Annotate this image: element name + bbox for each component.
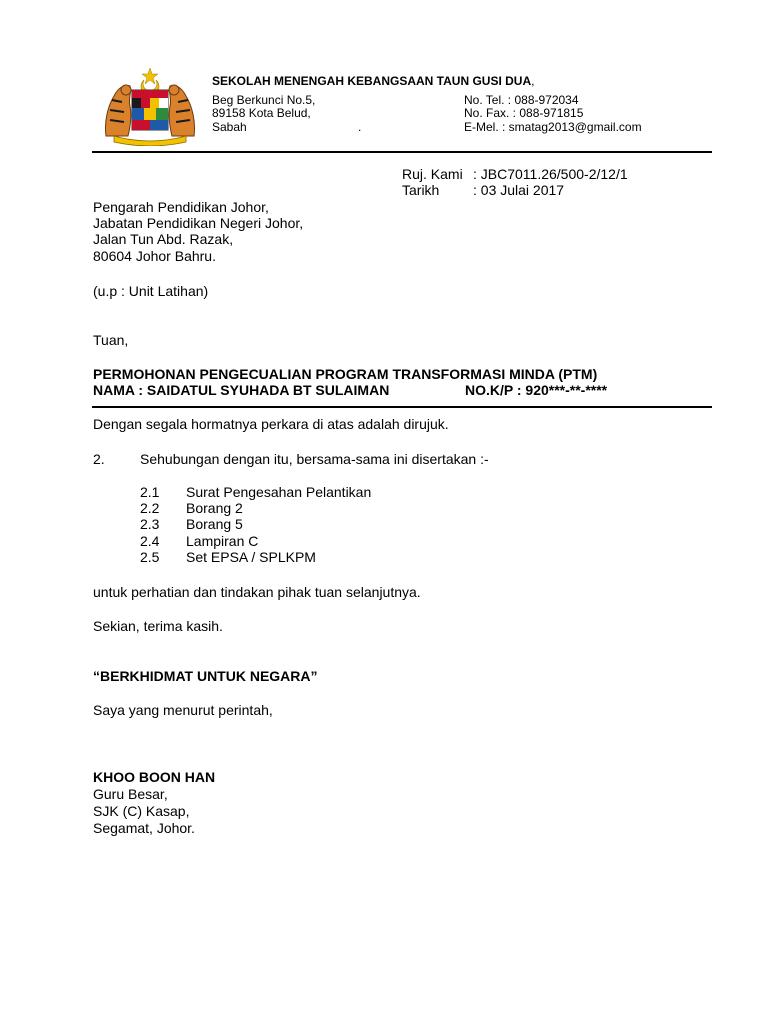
- subject-name: NAMA : SAIDATUL SYUHADA BT SULAIMAN: [93, 382, 390, 398]
- school-email: E-Mel. : smatag2013@gmail.com: [464, 120, 642, 134]
- paragraph-3: untuk perhatian dan tindakan pihak tuan selanjutnya.: [93, 584, 421, 600]
- recipient-line: 80604 Johor Bahru.: [93, 248, 216, 264]
- list-item-number: 2.1: [140, 484, 160, 500]
- list-item: Surat Pengesahan Pelantikan: [186, 484, 372, 500]
- list-item: Set EPSA / SPLKPM: [186, 549, 316, 565]
- attention-line: (u.p : Unit Latihan): [93, 283, 209, 299]
- signatory-name: KHOO BOON HAN: [93, 769, 216, 785]
- tarikh-label: Tarikh: [402, 182, 440, 198]
- list-item-number: 2.2: [140, 500, 160, 516]
- school-tel: No. Tel. : 088-972034: [464, 93, 579, 107]
- list-item: Lampiran C: [186, 533, 259, 549]
- recipient-line: Jabatan Pendidikan Negeri Johor,: [93, 215, 304, 231]
- address-dot: .: [358, 120, 362, 134]
- school-address-line3: Sabah: [212, 120, 247, 134]
- subject-title: PERMOHONAN PENGECUALIAN PROGRAM TRANSFORMASI MINDA (PTM): [93, 366, 598, 382]
- ruj-value: : JBC7011.26/500-2/12/1: [473, 166, 628, 182]
- list-item-number: 2.5: [140, 549, 160, 565]
- school-fax: No. Fax. : 088-971815: [464, 106, 584, 120]
- malaysia-coat-of-arms-icon: [100, 66, 200, 146]
- subject-divider: [92, 406, 712, 408]
- signatory-school: SJK (C) Kasap,: [93, 803, 190, 819]
- school-name: SEKOLAH MENENGAH KEBANGSAAN TAUN GUSI DUA,: [212, 74, 535, 88]
- closing-line: Saya yang menurut perintah,: [93, 702, 273, 718]
- subject-ic: NO.K/P : 920***-**-****: [465, 382, 608, 398]
- signatory-place: Segamat, Johor.: [93, 820, 195, 836]
- paragraph-1: Dengan segala hormatnya perkara di atas adalah dirujuk.: [93, 416, 449, 432]
- signatory-title: Guru Besar,: [93, 786, 168, 802]
- paragraph-4: Sekian, terima kasih.: [93, 618, 223, 634]
- paragraph-2: Sehubungan dengan itu, bersama-sama ini disertakan :-: [140, 451, 489, 467]
- tarikh-value: : 03 Julai 2017: [473, 182, 565, 198]
- list-item: Borang 2: [186, 500, 243, 516]
- motto: “BERKHIDMAT UNTUK NEGARA”: [93, 668, 318, 684]
- recipient-line: Jalan Tun Abd. Razak,: [93, 231, 234, 247]
- school-address-line2: 89158 Kota Belud,: [212, 106, 311, 120]
- paragraph-2-number: 2.: [93, 451, 105, 467]
- school-address-line1: Beg Berkunci No.5,: [212, 93, 316, 107]
- list-item: Borang 5: [186, 516, 243, 532]
- salutation: Tuan,: [93, 332, 129, 348]
- list-item-number: 2.4: [140, 533, 160, 549]
- list-item-number: 2.3: [140, 516, 160, 532]
- ruj-label: Ruj. Kami: [402, 166, 463, 182]
- letterhead-divider: [92, 151, 712, 153]
- recipient-line: Pengarah Pendidikan Johor,: [93, 199, 269, 215]
